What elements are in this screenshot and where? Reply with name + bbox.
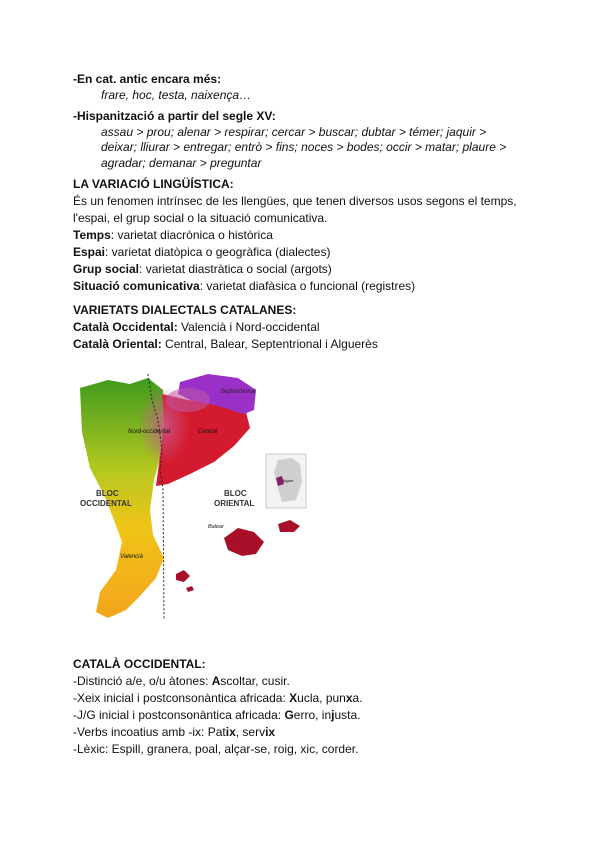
text-run: G: [284, 708, 294, 722]
hispan-line: agradar; demanar > preguntar: [101, 155, 262, 170]
term: Espai: [73, 245, 106, 259]
text-run: u: [267, 674, 275, 688]
term: Situació comunicativa: [73, 279, 200, 293]
dialecte-item: [73, 319, 533, 336]
text-run: -J/G inicial i postconsonàntica africada:: [73, 708, 285, 722]
text-run: ix: [265, 725, 276, 739]
text-run: ix: [225, 725, 236, 739]
text-run: c: [261, 674, 268, 688]
occidental-item: [73, 724, 533, 741]
hispan-line: assau > prou; alenar > respirar; cercar > buscar; dubtar > témer; jaquir >: [101, 124, 487, 139]
variacio-title: LA VARIACIÓ LINGÜÍSTICA:: [73, 177, 234, 191]
definition: : varietat diatòpica o geogràfica (dialectes): [105, 245, 331, 259]
label-alguer: Alguer: [282, 478, 294, 483]
variacio-item: [73, 227, 533, 244]
occidental-title: CATALÀ OCCIDENTAL:: [73, 657, 206, 671]
text-run: usta.: [334, 708, 361, 722]
text-run: scoltar,: [220, 674, 262, 688]
text-run: , serv: [235, 725, 266, 739]
island-menorca: [278, 520, 300, 532]
variacio-section: [73, 176, 533, 295]
occidental-list: [73, 673, 533, 758]
variacio-intro: l'espai, el grup social o la situació comunicativa.: [73, 211, 328, 225]
text-run: -Xeix inicial i postconsonàntica africada:: [73, 691, 290, 705]
text-run: a.: [352, 691, 363, 705]
island-mallorca: [224, 528, 264, 556]
hispan-heading: -Hispanització a partir del segle XV:: [73, 109, 276, 123]
label-septentrional: Septentrional: [220, 389, 256, 395]
term: Temps: [73, 228, 111, 242]
dialecte-item: [73, 336, 533, 353]
dialect-map: [68, 360, 308, 625]
variacio-intro: És un fenomen intrínsec de les llengües, que tenen diversos usos segons el temps,: [73, 194, 517, 208]
hispan-section: [73, 109, 533, 171]
hispan-line: deixar; lliurar > entregar; entrò > fins; noces > bodes; occir > matar; plaure >: [101, 140, 507, 154]
island-formentera: [186, 586, 194, 592]
occidental-item: [73, 673, 533, 690]
variacio-item: [73, 244, 533, 261]
text-run: x: [345, 691, 353, 705]
label-bloc-occidental: BLOC: [96, 489, 119, 498]
ancient-section: [73, 72, 533, 103]
label-balear: Balear: [208, 524, 224, 530]
text-run: A: [211, 674, 221, 688]
occidental-item: [73, 741, 533, 758]
text-run: -Lèxic: Espill, granera, poal, alçar-se, roig, xic, corder.: [73, 742, 359, 756]
text-run: erro, in: [293, 708, 332, 722]
label-bloc-occidental: OCCIDENTAL: [80, 499, 132, 508]
variacio-item: [73, 278, 533, 295]
label-bloc-oriental: ORIENTAL: [214, 499, 255, 508]
variacio-item: [73, 261, 533, 278]
occidental-section: [73, 656, 533, 758]
text-run: j: [331, 708, 335, 722]
text-run: X: [289, 691, 298, 705]
definition: Central, Balear, Septentrional i Alguerès: [161, 337, 378, 351]
definition: : varietat diastràtica o social (argots): [139, 262, 332, 276]
term: Català Oriental:: [73, 337, 162, 351]
ancient-heading: -En cat. antic encara més:: [73, 72, 222, 86]
dialectes-section: [73, 302, 533, 353]
label-central: Central: [198, 429, 218, 435]
label-nord-occidental: Nord-occidental: [128, 429, 171, 435]
island-eivissa: [176, 570, 190, 582]
text-run: sir.: [274, 674, 290, 688]
text-run: -Verbs incoatius amb -ix: Pat: [73, 725, 226, 739]
term: Grup social: [73, 262, 140, 276]
term: Català Occidental:: [73, 320, 178, 334]
definition: : varietat diafàsica o funcional (registres): [199, 279, 416, 293]
text-run: ucla, pun: [297, 691, 346, 705]
definition: Valencià i Nord-occidental: [177, 320, 320, 334]
definition: : varietat diacrònica o històrica: [110, 228, 273, 242]
ancient-example: frare, hoc, testa, naixença…: [101, 87, 252, 102]
dialectes-title: VARIETATS DIALECTALS CATALANES:: [73, 303, 297, 317]
occidental-item: [73, 690, 533, 707]
text-run: -Distinció a/e, o/u àtones:: [73, 674, 212, 688]
label-bloc-oriental: BLOC: [224, 489, 247, 498]
label-valencia: Valencià: [120, 554, 143, 560]
occidental-item: [73, 707, 533, 724]
